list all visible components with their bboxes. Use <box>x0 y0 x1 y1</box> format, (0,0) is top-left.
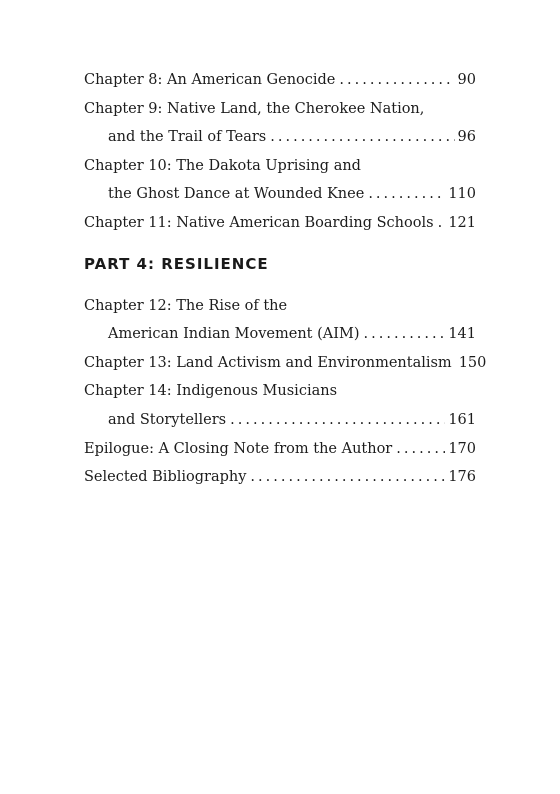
toc-entry-page: 96 <box>457 129 476 146</box>
toc-entry-line <box>84 377 476 406</box>
toc-entry-title: Epilogue: A Closing Note from the Author <box>84 440 393 457</box>
toc-entry-line <box>84 406 476 435</box>
toc-entry-bibliography[interactable] <box>84 463 476 492</box>
toc-entry-page: 110 <box>448 186 476 203</box>
dot-leader <box>250 463 445 492</box>
toc-entry-title: Chapter 8: An American Genocide <box>84 72 336 88</box>
table-of-contents <box>84 66 487 492</box>
toc-entry-page: 141 <box>448 326 476 343</box>
toc-entry-line <box>84 292 476 321</box>
dot-leader <box>438 209 446 238</box>
toc-entry-line <box>84 152 476 181</box>
toc-entry-title-continued: the Ghost Dance at Wounded Knee <box>108 186 365 203</box>
toc-entry-title-continued: and the Trail of Tears <box>108 129 267 146</box>
toc-entry-page: 170 <box>448 440 476 457</box>
toc-entry-page: 90 <box>457 72 476 88</box>
toc-entry-page: 176 <box>448 469 476 486</box>
toc-entry-title-continued: American Indian Movement (AIM) <box>108 326 360 343</box>
dot-leader <box>363 320 445 349</box>
toc-entry-title: Chapter 9: Native Land, the Cherokee Nation, <box>84 100 425 117</box>
toc-entry-page: 121 <box>448 214 476 231</box>
toc-entry-chapter-10[interactable] <box>84 152 476 209</box>
toc-entry-title: Chapter 10: The Dakota Uprising and <box>84 157 361 174</box>
toc-entry-page: 161 <box>448 411 476 428</box>
toc-entry-chapter-13[interactable] <box>84 349 487 378</box>
toc-entry-title: Selected Bibliography <box>84 469 247 486</box>
toc-entry-chapter-14[interactable] <box>84 377 476 434</box>
toc-entry-line <box>84 95 476 124</box>
dot-leader <box>230 406 445 435</box>
dot-leader <box>339 66 454 95</box>
toc-entry-line <box>84 180 476 209</box>
toc-entry-line <box>84 123 476 152</box>
toc-entry-chapter-12[interactable] <box>84 292 476 349</box>
toc-entry-epilogue[interactable] <box>84 435 476 464</box>
toc-entry-title: Chapter 14: Indigenous Musicians <box>84 383 338 400</box>
toc-entry-title: Chapter 13: Land Activism and Environmentalism <box>84 354 452 371</box>
part-heading: PART 4: RESILIENCE <box>84 254 269 273</box>
dot-leader <box>396 435 445 464</box>
toc-entry-title: Chapter 11: Native American Boarding Schools <box>84 214 434 231</box>
dot-leader <box>368 180 445 209</box>
toc-entry-line <box>84 320 476 349</box>
toc-entry-title: Chapter 12: The Rise of the <box>84 297 288 314</box>
toc-entry-page: 150 <box>458 354 487 371</box>
dot-leader <box>270 123 454 152</box>
toc-entry-title-continued: and Storytellers <box>108 411 227 428</box>
toc-entry-chapter-9[interactable] <box>84 95 476 152</box>
toc-entry-chapter-11[interactable] <box>84 209 476 238</box>
toc-entry-chapter-8[interactable] <box>84 66 476 95</box>
